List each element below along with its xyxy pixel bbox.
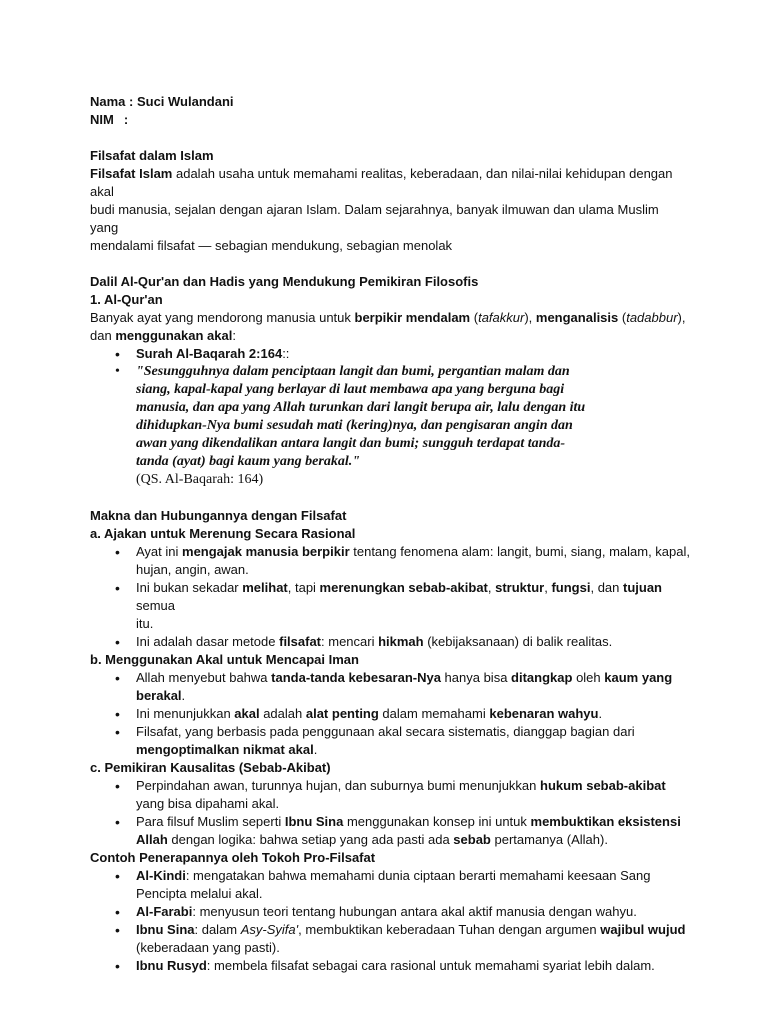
text-run: : mencari [321, 634, 379, 649]
text-run: , tapi [287, 580, 320, 595]
text-run: fungsi [551, 580, 591, 595]
subsection-alquran: 1. Al-Qur'an [90, 292, 163, 307]
section-title-dalil: Dalil Al-Qur'an dan Hadis yang Mendukung Pemikiran Filosofis [90, 274, 479, 289]
text-run: mengajak manusia berpikir [182, 544, 350, 559]
text-run: alat penting [305, 706, 379, 721]
section-title-filsafat: Filsafat dalam Islam [90, 148, 214, 163]
text-run: , membuktikan keberadaan Tuhan dengan argumen [298, 922, 601, 937]
text-run: sebab [453, 832, 491, 847]
text-run: adalah [259, 706, 306, 721]
text-run: berakal [136, 688, 182, 703]
verse-line: siang, kapal-kapal yang berlayar di laut membawa apa yang berguna bagi [136, 382, 565, 397]
text-run: kaum yang [604, 670, 673, 685]
verse-citation: (QS. Al-Baqarah: 164) [136, 472, 264, 487]
text-run: hanya bisa [440, 670, 512, 685]
text-run: tentang fenomena alam: langit, bumi, siang, malam, kapal, [349, 544, 690, 559]
list-item-ibnu-rusyd [90, 957, 690, 975]
verse-line: "Sesungguhnya dalam penciptaan langit dan bumi, pergantian malam dan [136, 364, 570, 379]
verse-list [90, 345, 690, 489]
subsection-a: a. Ajakan untuk Merenung Secara Rasional [90, 526, 356, 541]
text-run: kebenaran wahyu [489, 706, 599, 721]
text-run: Al-Farabi [136, 904, 193, 919]
text-run: Ini menunjukkan [136, 706, 235, 721]
text-run: berpikir mendalam [354, 310, 471, 325]
text-run: ), [677, 310, 686, 325]
list-item [90, 669, 690, 705]
list-item [90, 579, 690, 633]
section-title-contoh: Contoh Penerapannya oleh Tokoh Pro-Filsafat [90, 850, 376, 865]
text-run: tanda-tanda kebesaran-Nya [271, 670, 441, 685]
text-run: ), [524, 310, 536, 325]
student-name: Nama : Suci Wulandani [90, 94, 234, 109]
list-a [90, 543, 690, 651]
subsection-b: b. Menggunakan Akal untuk Mencapai Iman [90, 652, 359, 667]
list-item [90, 633, 690, 651]
list-item-al-farabi [90, 903, 690, 921]
text-run: Pencipta melalui akal. [136, 886, 263, 901]
text-run: Filsafat, yang berbasis pada penggunaan akal secara sistematis, dianggap bagian dari [136, 724, 635, 739]
text-run: ditangkap [511, 670, 573, 685]
verse-line: awan yang dikendalikan antara langit dan bumi; sungguh terdapat tanda- [136, 436, 566, 451]
nim-label: NIM [90, 112, 114, 127]
subsection-c: c. Pemikiran Kausalitas (Sebab-Akibat) [90, 760, 331, 775]
text-run: dan [90, 328, 116, 343]
text-run: Perpindahan awan, turunnya hujan, dan suburnya bumi menunjukkan [136, 778, 540, 793]
list-item-al-kindi [90, 867, 690, 903]
text-run: : dalam [194, 922, 241, 937]
text-run: membuktikan eksistensi [530, 814, 681, 829]
text-run: merenungkan sebab-akibat [319, 580, 488, 595]
text-run: Asy-Syifa' [240, 922, 299, 937]
text-run: . [181, 688, 186, 703]
section-title-makna: Makna dan Hubungannya dengan Filsafat [90, 508, 347, 523]
dalil-paragraph-line2 [90, 327, 690, 345]
verse-line: dihidupkan-Nya bumi sesudah mati (kering)nya, dan pengisaran angin dan [136, 418, 573, 433]
text-run: : membela filsafat sebagai cara rasional untuk memahami syariat lebih dalam. [206, 958, 655, 973]
text-run: dalam memahami [378, 706, 490, 721]
dalil-paragraph-line1 [90, 309, 690, 327]
text-run: menggunakan konsep ini untuk [343, 814, 531, 829]
text-run: . [598, 706, 603, 721]
text-run: Ibnu Rusyd [136, 958, 207, 973]
surah-reference: Surah Al-Baqarah 2:164 [136, 346, 283, 361]
text-run: melihat [242, 580, 288, 595]
text-run: itu. [136, 616, 154, 631]
text-run: struktur [495, 580, 545, 595]
text-run: dengan logika: bahwa setiap yang ada pasti ada [167, 832, 454, 847]
intro-paragraph-line3: mendalami filsafat — sebagian mendukung, sebagian menolak [90, 238, 453, 253]
verse-line: manusia, dan apa yang Allah turunkan dari langit berupa air, lalu dengan itu [136, 400, 586, 415]
text-run: hikmah [378, 634, 424, 649]
text-run: : [232, 328, 236, 343]
text-run: tadabbur [626, 310, 678, 325]
text-run: hujan, angin, awan. [136, 562, 249, 577]
text-run: Allah menyebut bahwa [136, 670, 272, 685]
intro-paragraph-line2: budi manusia, sejalan dengan ajaran Islam. Dalam sejarahnya, banyak ilmuwan dan ulama Muslim yang [90, 202, 659, 235]
intro-text: adalah usaha untuk memahami realitas, keberadaan, dan nilai-nilai kehidupan dengan akal [90, 166, 673, 199]
list-item-verse [90, 363, 690, 489]
text-run: hukum sebab-akibat [540, 778, 666, 793]
text-run: akal [234, 706, 260, 721]
student-nim [90, 111, 690, 129]
nim-colon: : [123, 112, 129, 127]
text-run: (kebijaksanaan) di balik realitas. [423, 634, 613, 649]
text-run: Allah [136, 832, 168, 847]
text-run: wajibul wujud [600, 922, 686, 937]
text-run: , [487, 580, 496, 595]
text-run: yang bisa dipahami akal. [136, 796, 280, 811]
list-item-surah [90, 345, 690, 363]
text-run: mengoptimalkan nikmat akal [136, 742, 314, 757]
list-item-ibnu-sina [90, 921, 690, 957]
text-run: . [313, 742, 318, 757]
list-item [90, 777, 690, 813]
text-run: Ini bukan sekadar [136, 580, 243, 595]
text-run: pertamanya (Allah). [490, 832, 608, 847]
text-run: menggunakan akal [115, 328, 233, 343]
list-contoh [90, 867, 690, 975]
text-run: tujuan [623, 580, 662, 595]
list-b [90, 669, 690, 759]
text-run: (keberadaan yang pasti). [136, 940, 280, 955]
list-item [90, 543, 690, 579]
text-run: filsafat [279, 634, 322, 649]
verse-line: tanda (ayat) bagi kaum yang berakal." [136, 454, 360, 469]
text-run: , dan [590, 580, 623, 595]
text-run: oleh [572, 670, 605, 685]
text-run: ( [618, 310, 627, 325]
list-item [90, 813, 690, 849]
text-run: Ayat ini [136, 544, 183, 559]
text-run: Ibnu Sina [284, 814, 344, 829]
text-run: Banyak ayat yang mendorong manusia untuk [90, 310, 355, 325]
text-run: Ini adalah dasar metode [136, 634, 280, 649]
text-run: :: [282, 346, 290, 361]
list-item [90, 723, 690, 759]
intro-term: Filsafat Islam [90, 166, 173, 181]
text-run: menganalisis [535, 310, 619, 325]
list-c [90, 777, 690, 849]
text-run: : menyusun teori tentang hubungan antara akal aktif manusia dengan wahyu. [192, 904, 637, 919]
intro-paragraph-line1 [90, 165, 690, 201]
text-run: Para filsuf Muslim seperti [136, 814, 285, 829]
text-run: semua [136, 598, 176, 613]
text-run: : mengatakan bahwa memahami dunia ciptaan berarti memahami keesaan Sang [185, 868, 651, 883]
text-run: Ibnu Sina [136, 922, 195, 937]
text-run: ( [470, 310, 479, 325]
list-item [90, 705, 690, 723]
text-run: Al-Kindi [136, 868, 186, 883]
document-body [90, 93, 690, 975]
text-run: , [544, 580, 552, 595]
text-run: tafakkur [478, 310, 525, 325]
